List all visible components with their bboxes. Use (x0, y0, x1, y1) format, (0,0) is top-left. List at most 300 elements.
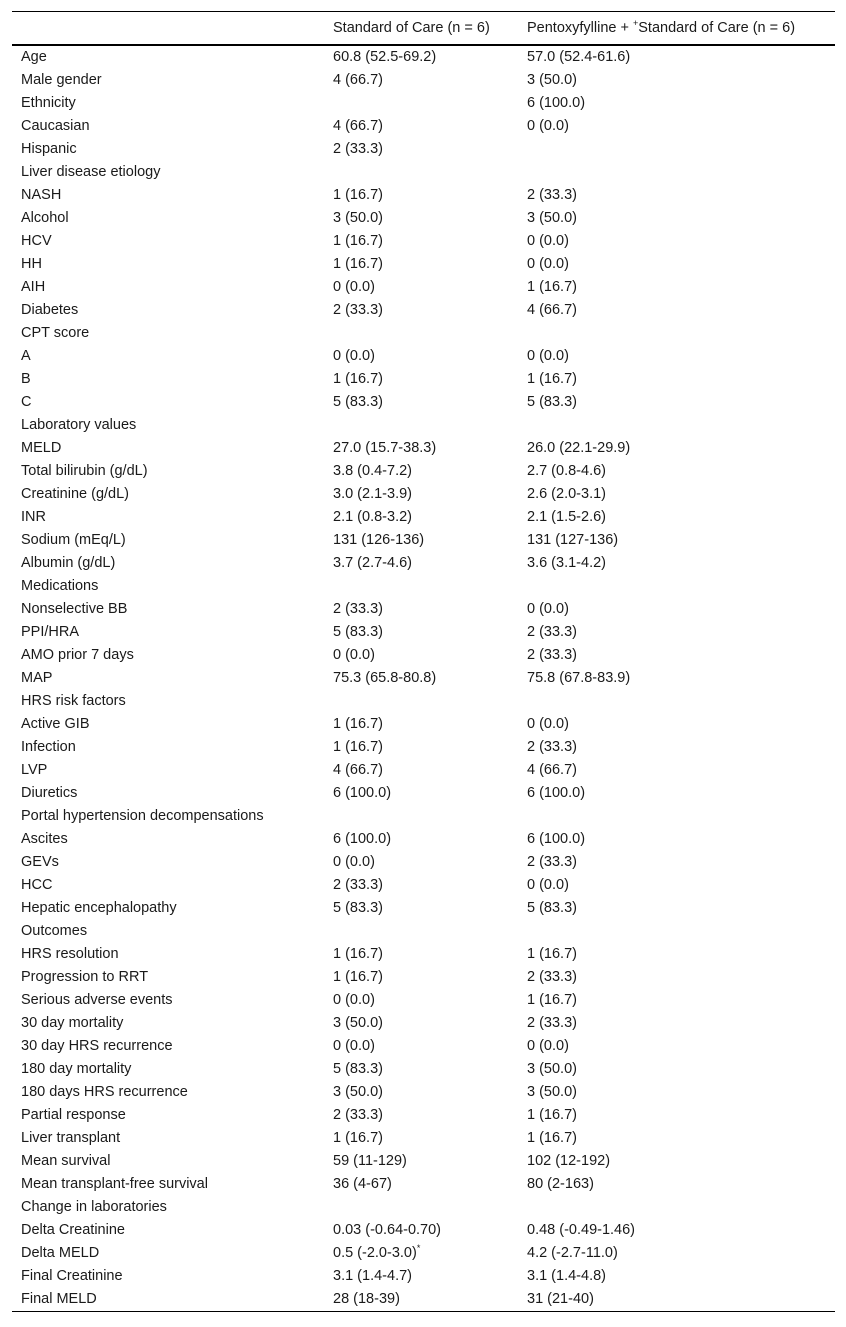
standard-of-care-value (324, 575, 518, 598)
pentoxyfylline-value (518, 782, 835, 805)
row-label-text: Serious adverse events (21, 991, 173, 1008)
row-label-text: B (21, 370, 31, 387)
standard-of-care-value-text: 1 (16.7) (333, 255, 383, 272)
row-label-text: Sodium (mEq/L) (21, 531, 126, 548)
pentoxyfylline-value (518, 414, 835, 437)
pentoxyfylline-value (518, 138, 835, 161)
table-row (12, 1081, 835, 1104)
pentoxyfylline-value-text: 80 (2-163) (527, 1175, 594, 1192)
row-label-text: Final MELD (21, 1290, 97, 1307)
row-label-text: 30 day HRS recurrence (21, 1037, 173, 1054)
pentoxyfylline-value (518, 1081, 835, 1104)
pentoxyfylline-value (518, 943, 835, 966)
pentoxyfylline-value (518, 690, 835, 713)
table-row (12, 391, 835, 414)
row-label-text: Creatinine (g/dL) (21, 485, 129, 502)
row-label-text: Hepatic encephalopathy (21, 899, 177, 916)
row-label-text: Progression to RRT (21, 968, 149, 985)
table-row (12, 184, 835, 207)
pentoxyfylline-value (518, 345, 835, 368)
pentoxyfylline-value (518, 299, 835, 322)
pentoxyfylline-value-text: 0 (0.0) (527, 255, 569, 272)
row-label (12, 782, 324, 805)
pentoxyfylline-value-text: 2 (33.3) (527, 968, 577, 985)
row-label-text: Mean transplant-free survival (21, 1175, 208, 1192)
pentoxyfylline-value-text: 0 (0.0) (527, 600, 569, 617)
standard-of-care-value (324, 805, 518, 828)
row-label-text: A (21, 347, 31, 364)
row-label (12, 1058, 324, 1081)
header-pentoxyfylline-sup: + (633, 17, 639, 28)
standard-of-care-value-text: 0.03 (-0.64-0.70) (333, 1221, 442, 1238)
pentoxyfylline-value-text: 102 (12-192) (527, 1152, 611, 1169)
standard-of-care-value-text: 1 (16.7) (333, 968, 383, 985)
table-row (12, 276, 835, 299)
row-label-text: Partial response (21, 1106, 126, 1123)
pentoxyfylline-value-text: 131 (127-136) (527, 531, 619, 548)
standard-of-care-value (324, 1058, 518, 1081)
table-row (12, 989, 835, 1012)
row-label-text: Laboratory values (21, 416, 137, 433)
standard-of-care-value (324, 828, 518, 851)
header-standard-of-care: Standard of Care (n = 6) (324, 12, 518, 45)
standard-of-care-value (324, 598, 518, 621)
pentoxyfylline-value (518, 713, 835, 736)
standard-of-care-value-text: 1 (16.7) (333, 738, 383, 755)
row-label-text: Ascites (21, 830, 68, 847)
pentoxyfylline-value (518, 529, 835, 552)
header-pentoxyfylline-post: Standard of Care (n = 6) (638, 19, 796, 36)
row-label (12, 276, 324, 299)
table-row (12, 69, 835, 92)
footnote-marker: * (416, 1242, 421, 1253)
standard-of-care-value (324, 92, 518, 115)
table-row (12, 92, 835, 115)
pentoxyfylline-value (518, 437, 835, 460)
row-label (12, 69, 324, 92)
pentoxyfylline-value-text: 0.48 (-0.49-1.46) (527, 1221, 636, 1238)
pentoxyfylline-value (518, 966, 835, 989)
standard-of-care-value-text: 1 (16.7) (333, 186, 383, 203)
standard-of-care-value-text: 3.7 (2.7-4.6) (333, 554, 412, 571)
row-label-text: Male gender (21, 71, 102, 88)
standard-of-care-value (324, 667, 518, 690)
standard-of-care-value (324, 759, 518, 782)
standard-of-care-value-text: 0 (0.0) (333, 991, 375, 1008)
table-row (12, 45, 835, 69)
row-label-text: AMO prior 7 days (21, 646, 134, 663)
standard-of-care-value-text: 1 (16.7) (333, 370, 383, 387)
row-label-text: Outcomes (21, 922, 88, 939)
pentoxyfylline-value-text: 6 (100.0) (527, 94, 586, 111)
standard-of-care-value (324, 437, 518, 460)
row-label-text: Change in laboratories (21, 1198, 167, 1215)
row-label-text: Mean survival (21, 1152, 111, 1169)
pentoxyfylline-value (518, 1058, 835, 1081)
table-row (12, 713, 835, 736)
pentoxyfylline-value-text: 3 (50.0) (527, 209, 577, 226)
pentoxyfylline-value (518, 368, 835, 391)
table-row (12, 368, 835, 391)
row-label-text: PPI/HRA (21, 623, 80, 640)
pentoxyfylline-value-text: 1 (16.7) (527, 945, 577, 962)
row-label (12, 989, 324, 1012)
pentoxyfylline-value (518, 1242, 835, 1265)
row-label (12, 92, 324, 115)
pentoxyfylline-value (518, 1150, 835, 1173)
pentoxyfylline-value-text: 6 (100.0) (527, 830, 586, 847)
row-label (12, 552, 324, 575)
pentoxyfylline-value-text: 4.2 (-2.7-11.0) (527, 1244, 618, 1261)
standard-of-care-value-text: 2 (33.3) (333, 140, 383, 157)
row-label (12, 115, 324, 138)
pentoxyfylline-value-text: 1 (16.7) (527, 278, 577, 295)
standard-of-care-value-text: 0 (0.0) (333, 1037, 375, 1054)
row-label-text: HCV (21, 232, 52, 249)
standard-of-care-value (324, 713, 518, 736)
standard-of-care-value (324, 299, 518, 322)
table-row (12, 1242, 835, 1265)
row-label-text: Diabetes (21, 301, 79, 318)
row-label (12, 45, 324, 69)
row-label-text: Final Creatinine (21, 1267, 123, 1284)
standard-of-care-value (324, 1242, 518, 1265)
pentoxyfylline-value-text: 0 (0.0) (527, 232, 569, 249)
pentoxyfylline-value-text: 6 (100.0) (527, 784, 586, 801)
standard-of-care-value (324, 483, 518, 506)
standard-of-care-value-text: 0 (0.0) (333, 853, 375, 870)
pentoxyfylline-value-text: 3.1 (1.4-4.8) (527, 1267, 606, 1284)
pentoxyfylline-value-text: 5 (83.3) (527, 393, 577, 410)
pentoxyfylline-value (518, 1173, 835, 1196)
standard-of-care-value (324, 897, 518, 920)
standard-of-care-value (324, 207, 518, 230)
row-label (12, 138, 324, 161)
standard-of-care-value (324, 115, 518, 138)
row-label-text: HRS risk factors (21, 692, 126, 709)
row-label (12, 805, 324, 828)
pentoxyfylline-value (518, 1012, 835, 1035)
pentoxyfylline-value (518, 805, 835, 828)
row-label (12, 575, 324, 598)
table-row (12, 690, 835, 713)
pentoxyfylline-value (518, 1219, 835, 1242)
row-label (12, 1104, 324, 1127)
standard-of-care-value-text: 75.3 (65.8-80.8) (333, 669, 437, 686)
row-label (12, 713, 324, 736)
row-label-text: Albumin (g/dL) (21, 554, 116, 571)
pentoxyfylline-value-text: 0 (0.0) (527, 117, 569, 134)
standard-of-care-value (324, 1196, 518, 1219)
standard-of-care-value-text: 27.0 (15.7-38.3) (333, 439, 437, 456)
table-row (12, 138, 835, 161)
row-label (12, 414, 324, 437)
row-label (12, 1150, 324, 1173)
row-label (12, 1288, 324, 1312)
table-row (12, 552, 835, 575)
standard-of-care-value-text: 4 (66.7) (333, 761, 383, 778)
standard-of-care-value (324, 644, 518, 667)
standard-of-care-value-text: 3 (50.0) (333, 209, 383, 226)
standard-of-care-value-text: 6 (100.0) (333, 830, 392, 847)
standard-of-care-value (324, 874, 518, 897)
standard-of-care-value-text: 2 (33.3) (333, 876, 383, 893)
pentoxyfylline-value-text: 75.8 (67.8-83.9) (527, 669, 631, 686)
standard-of-care-value (324, 69, 518, 92)
table-row (12, 1104, 835, 1127)
pentoxyfylline-value (518, 828, 835, 851)
standard-of-care-value-text: 1 (16.7) (333, 232, 383, 249)
row-label (12, 1242, 324, 1265)
pentoxyfylline-value (518, 115, 835, 138)
row-label-text: Active GIB (21, 715, 90, 732)
pentoxyfylline-value (518, 184, 835, 207)
row-label-text: Total bilirubin (g/dL) (21, 462, 148, 479)
pentoxyfylline-value (518, 92, 835, 115)
row-label (12, 506, 324, 529)
row-label-text: NASH (21, 186, 62, 203)
standard-of-care-value (324, 368, 518, 391)
pentoxyfylline-value (518, 207, 835, 230)
header-pentoxyfylline-pre: Pentoxyfylline + (527, 19, 633, 36)
standard-of-care-value (324, 230, 518, 253)
standard-of-care-value (324, 736, 518, 759)
standard-of-care-value (324, 529, 518, 552)
row-label (12, 483, 324, 506)
row-label-text: HRS resolution (21, 945, 119, 962)
table-row (12, 299, 835, 322)
pentoxyfylline-value (518, 851, 835, 874)
row-label-text: Diuretics (21, 784, 78, 801)
pentoxyfylline-value-text: 2 (33.3) (527, 738, 577, 755)
standard-of-care-value (324, 1104, 518, 1127)
row-label (12, 1012, 324, 1035)
row-label (12, 897, 324, 920)
row-label-text: Portal hypertension decompensations (21, 807, 264, 824)
table-row (12, 506, 835, 529)
table-row (12, 322, 835, 345)
standard-of-care-value (324, 322, 518, 345)
row-label (12, 253, 324, 276)
pentoxyfylline-value (518, 1104, 835, 1127)
row-label (12, 299, 324, 322)
pentoxyfylline-value-text: 2 (33.3) (527, 623, 577, 640)
standard-of-care-value (324, 552, 518, 575)
row-label (12, 368, 324, 391)
standard-of-care-value (324, 45, 518, 69)
pentoxyfylline-value (518, 1288, 835, 1312)
row-label-text: Hispanic (21, 140, 77, 157)
row-label (12, 943, 324, 966)
row-label-text: Age (21, 48, 47, 65)
standard-of-care-value-text: 3.0 (2.1-3.9) (333, 485, 412, 502)
header-variable (12, 12, 324, 45)
pentoxyfylline-value (518, 391, 835, 414)
row-label-text: INR (21, 508, 46, 525)
pentoxyfylline-value (518, 667, 835, 690)
table-container (12, 11, 835, 1312)
pentoxyfylline-value-text: 3 (50.0) (527, 71, 577, 88)
row-label (12, 966, 324, 989)
row-label (12, 759, 324, 782)
row-label (12, 391, 324, 414)
row-label (12, 1035, 324, 1058)
table-row (12, 414, 835, 437)
table-row (12, 1173, 835, 1196)
pentoxyfylline-value-text: 1 (16.7) (527, 370, 577, 387)
row-label-text: MAP (21, 669, 53, 686)
pentoxyfylline-value-text: 2 (33.3) (527, 186, 577, 203)
header-pentoxyfylline (518, 12, 835, 45)
table-row (12, 115, 835, 138)
table-row (12, 1219, 835, 1242)
row-label (12, 598, 324, 621)
standard-of-care-value (324, 161, 518, 184)
row-label (12, 184, 324, 207)
standard-of-care-value-text: 1 (16.7) (333, 945, 383, 962)
row-label-text: HCC (21, 876, 53, 893)
standard-of-care-value (324, 253, 518, 276)
pentoxyfylline-value (518, 575, 835, 598)
standard-of-care-value-text: 0 (0.0) (333, 646, 375, 663)
row-label (12, 1173, 324, 1196)
table-row (12, 851, 835, 874)
pentoxyfylline-value (518, 598, 835, 621)
table-row (12, 1012, 835, 1035)
pentoxyfylline-value (518, 759, 835, 782)
row-label (12, 460, 324, 483)
table-row (12, 230, 835, 253)
table-row (12, 345, 835, 368)
row-label (12, 1219, 324, 1242)
standard-of-care-value (324, 1288, 518, 1312)
standard-of-care-value (324, 989, 518, 1012)
standard-of-care-value-text: 4 (66.7) (333, 117, 383, 134)
pentoxyfylline-value-text: 2.1 (1.5-2.6) (527, 508, 606, 525)
table-row (12, 667, 835, 690)
pentoxyfylline-value-text: 0 (0.0) (527, 347, 569, 364)
table-row (12, 943, 835, 966)
standard-of-care-value (324, 506, 518, 529)
pentoxyfylline-value-text: 0 (0.0) (527, 1037, 569, 1054)
pentoxyfylline-value (518, 989, 835, 1012)
standard-of-care-value (324, 943, 518, 966)
pentoxyfylline-value-text: 3.6 (3.1-4.2) (527, 554, 606, 571)
table-row (12, 736, 835, 759)
table-row (12, 1127, 835, 1150)
standard-of-care-value (324, 782, 518, 805)
standard-of-care-value-text: 5 (83.3) (333, 623, 383, 640)
pentoxyfylline-value-text: 3 (50.0) (527, 1083, 577, 1100)
table-row (12, 828, 835, 851)
table-row (12, 575, 835, 598)
standard-of-care-value (324, 621, 518, 644)
table-row (12, 529, 835, 552)
table-row (12, 1058, 835, 1081)
header-row (12, 12, 835, 45)
standard-of-care-value (324, 1265, 518, 1288)
pentoxyfylline-value (518, 874, 835, 897)
pentoxyfylline-value-text: 2.6 (2.0-3.1) (527, 485, 606, 502)
table-body (12, 45, 835, 1312)
standard-of-care-value (324, 1127, 518, 1150)
standard-of-care-value-text: 1 (16.7) (333, 1129, 383, 1146)
standard-of-care-value (324, 1150, 518, 1173)
pentoxyfylline-value (518, 506, 835, 529)
pentoxyfylline-value (518, 736, 835, 759)
standard-of-care-value (324, 1012, 518, 1035)
row-label (12, 230, 324, 253)
table-row (12, 460, 835, 483)
row-label-text: MELD (21, 439, 62, 456)
pentoxyfylline-value (518, 322, 835, 345)
standard-of-care-value (324, 184, 518, 207)
pentoxyfylline-value-text: 2 (33.3) (527, 853, 577, 870)
pentoxyfylline-value-text: 2 (33.3) (527, 1014, 577, 1031)
row-label-text: Infection (21, 738, 76, 755)
row-label-text: Liver disease etiology (21, 163, 161, 180)
pentoxyfylline-value (518, 276, 835, 299)
pentoxyfylline-value (518, 897, 835, 920)
standard-of-care-value (324, 345, 518, 368)
row-label-text: Nonselective BB (21, 600, 128, 617)
pentoxyfylline-value (518, 253, 835, 276)
standard-of-care-value-text: 28 (18-39) (333, 1290, 400, 1307)
row-label (12, 1081, 324, 1104)
table-row (12, 207, 835, 230)
standard-of-care-value-text: 3.8 (0.4-7.2) (333, 462, 412, 479)
standard-of-care-value (324, 851, 518, 874)
standard-of-care-value (324, 414, 518, 437)
standard-of-care-value-text: 6 (100.0) (333, 784, 392, 801)
standard-of-care-value (324, 920, 518, 943)
standard-of-care-value (324, 966, 518, 989)
row-label-text: 180 day mortality (21, 1060, 132, 1077)
table-row (12, 1288, 835, 1312)
pentoxyfylline-value-text: 26.0 (22.1-29.9) (527, 439, 631, 456)
pentoxyfylline-value (518, 1265, 835, 1288)
pentoxyfylline-value-text: 3 (50.0) (527, 1060, 577, 1077)
standard-of-care-value (324, 276, 518, 299)
table-row (12, 598, 835, 621)
row-label (12, 828, 324, 851)
standard-of-care-value-text: 60.8 (52.5-69.2) (333, 48, 437, 65)
table-row (12, 437, 835, 460)
pentoxyfylline-value (518, 552, 835, 575)
pentoxyfylline-value-text: 31 (21-40) (527, 1290, 594, 1307)
standard-of-care-value-text: 4 (66.7) (333, 71, 383, 88)
table-row (12, 483, 835, 506)
standard-of-care-value-text: 2 (33.3) (333, 600, 383, 617)
pentoxyfylline-value-text: 1 (16.7) (527, 1129, 577, 1146)
row-label-text: Delta MELD (21, 1244, 100, 1261)
row-label-text: 30 day mortality (21, 1014, 124, 1031)
row-label-text: Alcohol (21, 209, 69, 226)
pentoxyfylline-value-text: 4 (66.7) (527, 761, 577, 778)
standard-of-care-value-text: 1 (16.7) (333, 715, 383, 732)
standard-of-care-value (324, 690, 518, 713)
table-row (12, 874, 835, 897)
pentoxyfylline-value-text: 57.0 (52.4-61.6) (527, 48, 631, 65)
row-label-text: HH (21, 255, 42, 272)
table-row (12, 805, 835, 828)
table-row (12, 782, 835, 805)
standard-of-care-value-text: 0 (0.0) (333, 347, 375, 364)
pentoxyfylline-value (518, 161, 835, 184)
pentoxyfylline-value-text: 5 (83.3) (527, 899, 577, 916)
standard-of-care-value (324, 391, 518, 414)
standard-of-care-value (324, 1219, 518, 1242)
